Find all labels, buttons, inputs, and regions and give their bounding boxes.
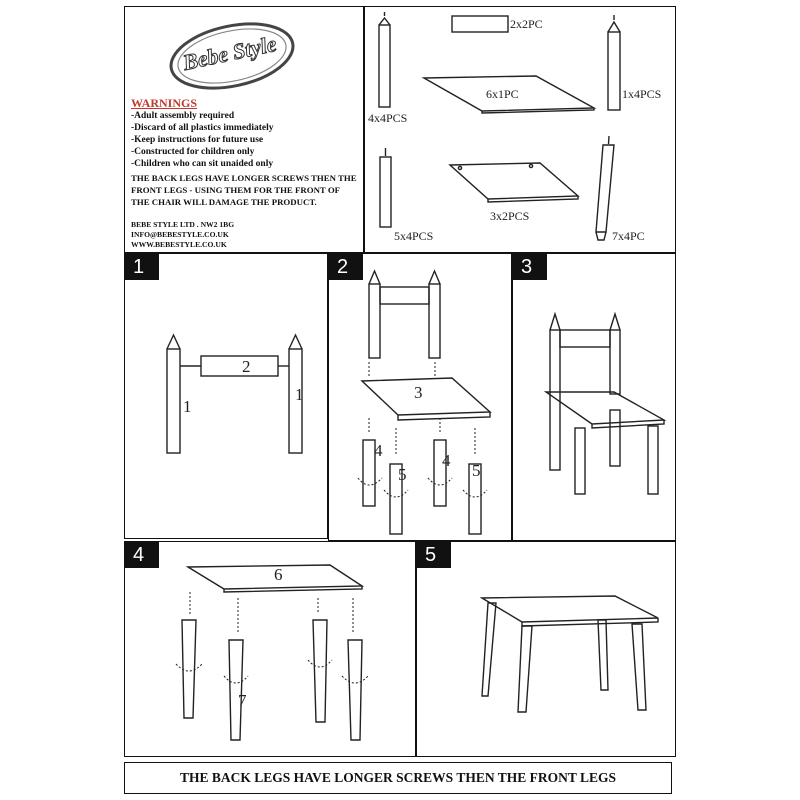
- warning-item: -Children who can sit unaided only: [131, 159, 274, 169]
- warnings-title: WARNINGS: [131, 96, 198, 110]
- callout: 5: [398, 465, 407, 484]
- callout: 7: [238, 691, 247, 710]
- step-number: 2: [329, 254, 363, 280]
- step-number: 3: [513, 254, 547, 280]
- callout: 4: [442, 451, 451, 470]
- part-label: 2x2PC: [510, 17, 543, 31]
- warning-item: -Adult assembly required: [131, 111, 235, 121]
- callout: 5: [472, 461, 481, 480]
- callout: 2: [242, 357, 251, 376]
- company-website: WWW.BEBESTYLE.CO.UK: [131, 240, 227, 249]
- step-number: 1: [125, 254, 159, 280]
- warning-note: THE BACK LEGS HAVE LONGER SCREWS THEN THE FRONT LEGS - USING THEM FOR THE FRONT OF THE CHAIR WILL DAMAGE THE PRODUCT.: [131, 173, 357, 207]
- step-number: 5: [417, 542, 451, 568]
- warning-item: -Discard of all plastics immediately: [131, 123, 274, 133]
- part-label: 4x4PCS: [368, 111, 408, 125]
- company-line: BEBE STYLE LTD . NW2 1BG: [131, 220, 235, 229]
- callout: 4: [374, 441, 383, 460]
- callout: 6: [274, 565, 283, 584]
- warning-item: -Keep instructions for future use: [131, 135, 264, 145]
- warning-item: -Constructed for children only: [131, 147, 255, 157]
- part-label: 1x4PCS: [622, 87, 662, 101]
- company-email: INFO@BEBESTYLE.CO.UK: [131, 230, 229, 239]
- part-label: 6x1PC: [486, 87, 519, 101]
- part-label: 7x4PC: [612, 229, 645, 243]
- part-label: 5x4PCS: [394, 229, 434, 243]
- footer-warning: THE BACK LEGS HAVE LONGER SCREWS THEN THE FRONT LEGS: [124, 762, 672, 794]
- part-label: 3x2PCS: [490, 209, 530, 223]
- callout: 3: [414, 383, 423, 402]
- step-number: 4: [125, 542, 159, 568]
- callout: 1: [183, 397, 192, 416]
- callout: 1: [295, 385, 304, 404]
- logo-text: Bebe Style: [180, 30, 279, 75]
